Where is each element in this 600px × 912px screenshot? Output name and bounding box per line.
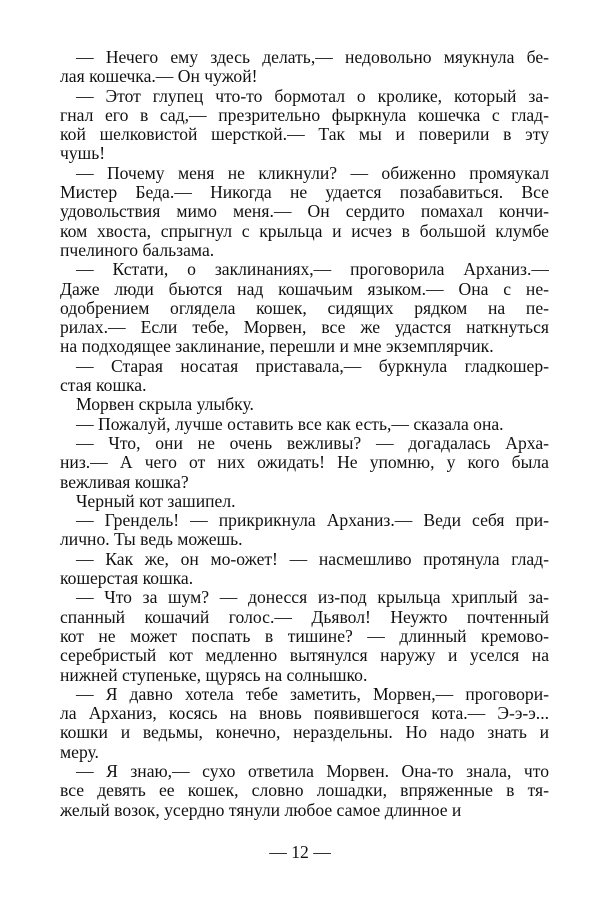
paragraph — [60, 260, 549, 356]
text-line: ком хвоста, спрыгнул с крыльца и исчез в большой клумбе — [60, 221, 549, 241]
text-line: вежливая кошка? — [60, 472, 189, 492]
text-line: кошерстая кошка. — [60, 569, 194, 589]
text-line: — Пожалуй, лучше оставить все как есть,— сказала она. — [76, 414, 504, 434]
page-number: — 12 — — [269, 842, 331, 862]
text-line: чушь! — [60, 144, 106, 164]
text-line: — Почему меня не кликнули? — обиженно промяукал — [76, 163, 549, 183]
paragraph — [60, 492, 549, 511]
text-line: лая кошечка.— Он чужой! — [60, 67, 258, 87]
paragraph — [60, 550, 549, 589]
paragraph — [60, 511, 549, 550]
paragraph — [60, 357, 549, 396]
text-line: удовольствия мимо меня.— Он сердито помахал кончи- — [60, 202, 549, 222]
text-line: одобрением оглядела кошек, сидящих рядком на пе- — [60, 298, 549, 318]
text-line: кошки и ведьмы, конечно, нераздельны. Но надо знать и — [60, 723, 549, 743]
paragraph — [60, 395, 549, 414]
text-line: — Что за шум? — донесся из-под крыльца хриплый за- — [76, 588, 549, 608]
paragraph — [60, 762, 549, 820]
text-line: Морвен скрыла улыбку. — [76, 395, 254, 415]
paragraph — [60, 588, 549, 684]
text-line: — Что, они не очень вежливы? — догадалась Арха- — [76, 433, 549, 453]
text-line: Даже люди бьются над кошачьим языком.— Она с не- — [60, 279, 549, 299]
text-line: — Нечего ему здесь делать,— недовольно мяукнула бе- — [76, 48, 549, 67]
book-page-text — [60, 48, 549, 820]
text-line: ла Арханиз, косясь на вновь появившегося кота.— Э-э-э... — [60, 704, 549, 724]
text-line: желый возок, усердно тянули любое самое длинное и — [60, 800, 462, 820]
text-line: стая кошка. — [60, 376, 147, 396]
paragraph — [60, 87, 549, 164]
text-line: — Этот глупец что-то бормотал о кролике, который за- — [76, 86, 549, 106]
text-line: низ.— А чего от них ожидать! Не упомню, у кого была — [60, 453, 549, 473]
text-line: — Старая носатая приставала,— буркнула гладкошер- — [76, 356, 549, 376]
paragraph — [60, 164, 549, 260]
text-line: — Я давно хотела тебе заметить, Морвен,— проговори- — [76, 684, 549, 704]
text-line: все девять ее кошек, словно лошадки, впряженные в тя- — [60, 781, 549, 801]
text-line: — Я знаю,— сухо ответила Морвен. Она-то знала, что — [76, 761, 549, 781]
text-line: меру. — [60, 742, 99, 762]
text-line: Мистер Беда.— Никогда не удается позабавиться. Все — [60, 183, 549, 203]
paragraph — [60, 48, 549, 87]
text-line: — Грендель! — прикрикнула Арханиз.— Веди себя при- — [76, 511, 549, 531]
text-line: нижней ступеньке, щурясь на солнышко. — [60, 665, 368, 685]
text-line: Черный кот зашипел. — [76, 491, 236, 511]
text-line: кой шелковистой шерсткой.— Так мы и поверили в эту — [60, 125, 549, 145]
text-line: спанный кошачий голос.— Дьявол! Неужто почтенный — [60, 607, 549, 627]
paragraph — [60, 415, 549, 434]
text-line: — Кстати, о заклинаниях,— проговорила Арханиз.— — [76, 260, 549, 280]
paragraph — [60, 434, 549, 492]
text-line: на подходящее заклинание, перешли и мне экземплярчик. — [60, 337, 494, 357]
text-line: рилах.— Если тебе, Морвен, все же удастся наткнуться — [60, 318, 549, 338]
text-line: — Как же, он мо-ожет! — насмешливо протянула глад- — [76, 549, 549, 569]
text-line: лично. Ты ведь можешь. — [60, 530, 243, 550]
paragraph — [60, 685, 549, 762]
text-line: серебристый кот медленно вытянулся наружу и уселся на — [60, 646, 549, 666]
text-line: кот не может поспать в тишине? — длинный кремово- — [60, 626, 549, 646]
text-line: пчелиного бальзама. — [60, 240, 215, 260]
text-line: гнал его в сад,— презрительно фыркнула кошечка с глад- — [60, 105, 549, 125]
